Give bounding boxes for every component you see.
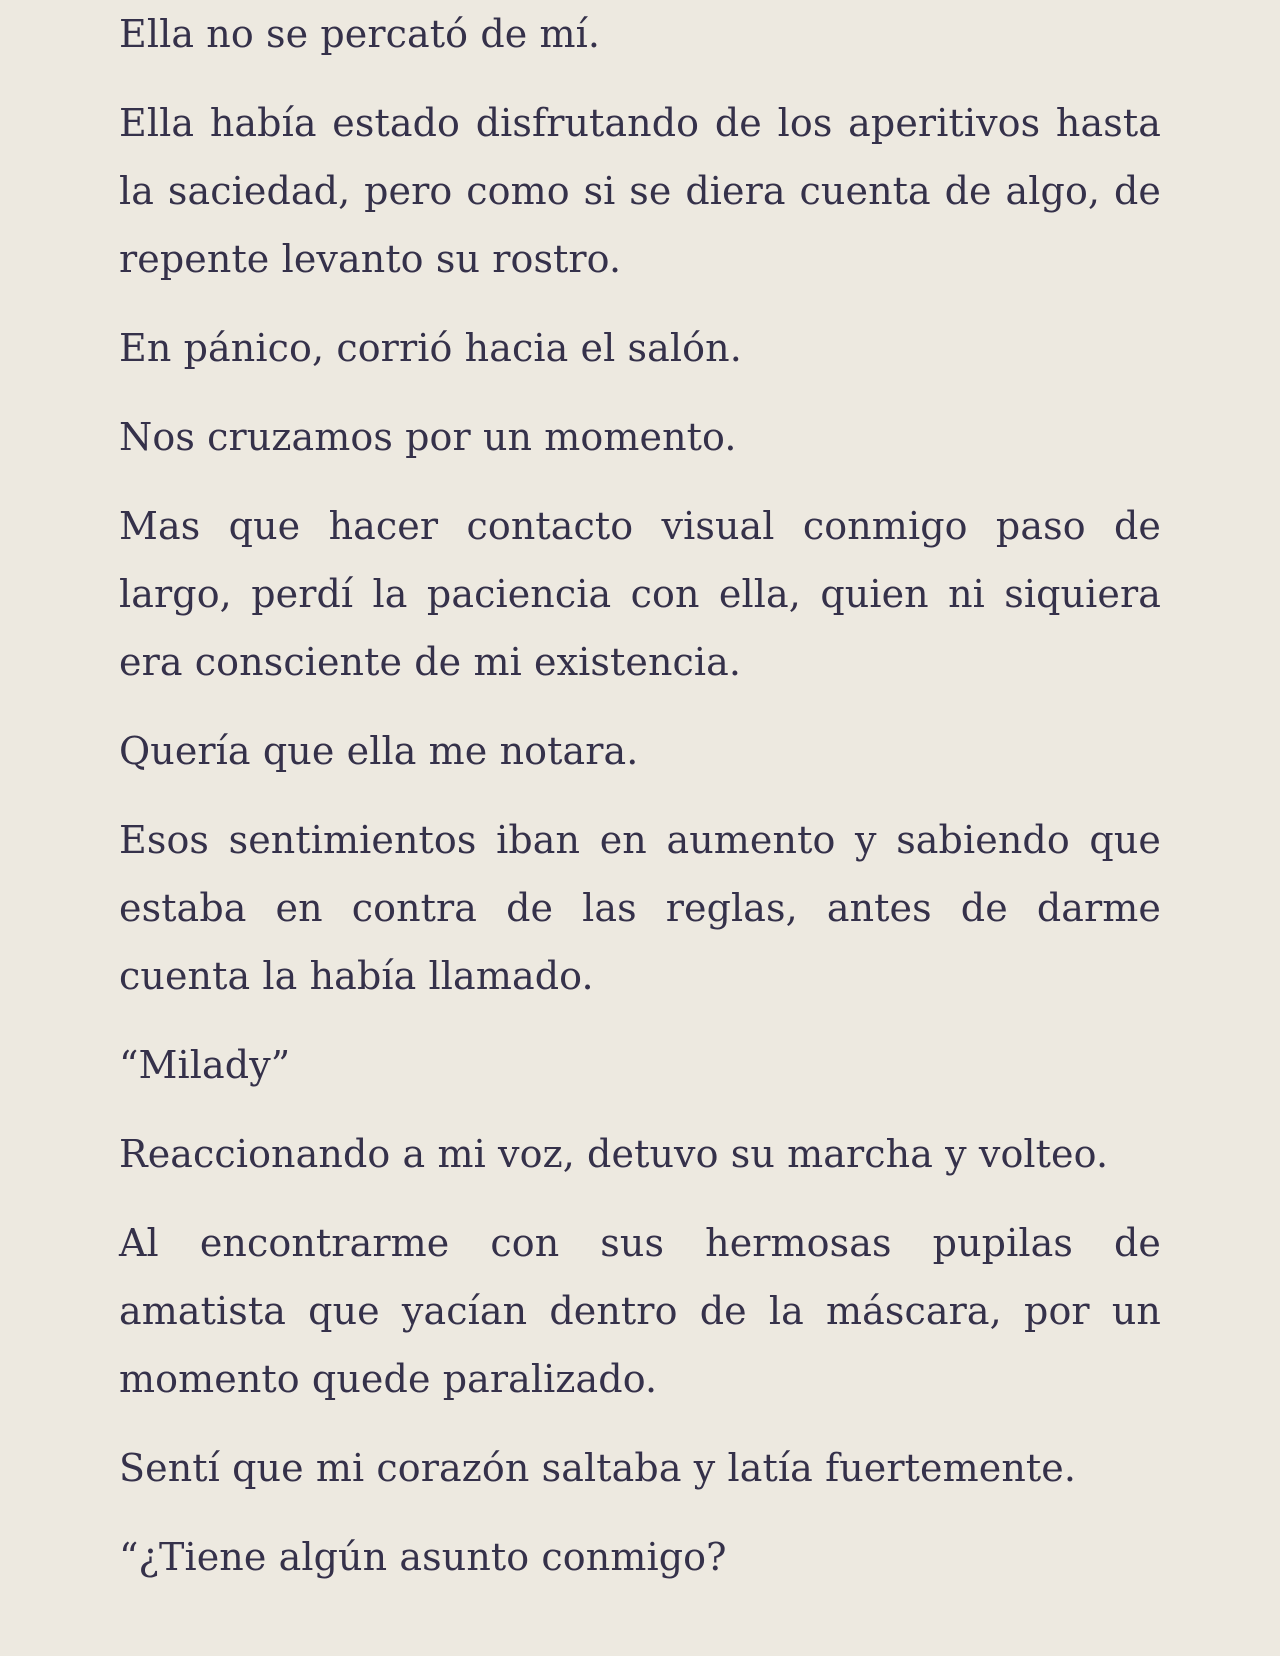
paragraph-12: “¿Tiene algún asunto conmigo? [119, 1535, 727, 1579]
paragraph-9: Reaccionando a mi voz, detuvo su marcha y volteo. [119, 1132, 1109, 1176]
paragraph-4: Nos cruzamos por un momento. [119, 415, 737, 459]
paragraph-11: Sentí que mi corazón saltaba y latía fuertemente. [119, 1446, 1077, 1490]
paragraph-1: Ella no se percató de mí. [119, 12, 601, 56]
paragraph-8: “Milady” [119, 1043, 291, 1087]
paragraph-5: Mas que hacer contacto visual conmigo paso de largo, perdí la paciencia con ella, quien ni siquiera era consciente de mi existencia. [119, 504, 1161, 684]
paragraph-2: Ella había estado disfrutando de los aperitivos hasta la saciedad, pero como si se diera cuenta de algo, de repente levanto su rostro. [119, 101, 1161, 281]
paragraph-7: Esos sentimientos iban en aumento y sabiendo que estaba en contra de las reglas, antes de darme cuenta la había llamado. [119, 818, 1161, 998]
paragraph-6: Quería que ella me notara. [119, 729, 639, 773]
paragraph-10: Al encontrarme con sus hermosas pupilas de amatista que yacían dentro de la máscara, por un momento quede paralizado. [119, 1221, 1161, 1401]
paragraph-3: En pánico, corrió hacia el salón. [119, 326, 742, 370]
story-text [119, 0, 1161, 1612]
